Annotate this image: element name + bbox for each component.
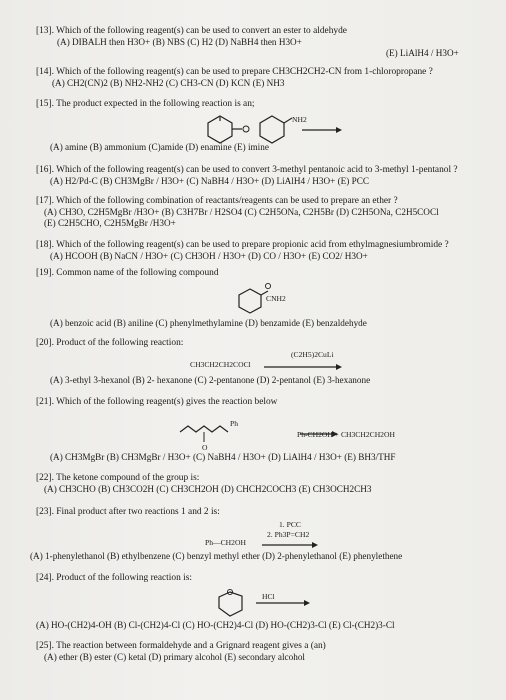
q15-answers: (A) amine (B) ammonium (C)amide (D) enamine (E) imine [50,142,269,152]
q18-stem: [18]. Which of the following reagent(s) can be used to prepare propionic acid from ethylmagnesiumbromide ? [36,240,449,250]
q18-options: (A) HCOOH (B) NaCN / H3O+ (C) CH3OH / H3O+ (D) CO / H3O+ (E) CO2/ H3O+ [50,251,368,261]
q19-stem: [19]. Common name of the following compound [36,268,219,278]
q19-answers: (A) benzoic acid (B) aniline (C) phenylmethylamine (D) benzamide (E) benzaldehyde [50,318,367,328]
q17-options: (A) CH3O, C2H5MgBr /H3O+ (B) C3H7Br / H2SO4 (C) C2H5ONa, C2H5Br (D) C2H5ONa, C2H5COCl [44,207,439,217]
q24-reagent: HCl [262,592,275,601]
q20-answers: (A) 3-ethyl 3-hexanol (B) 2- hexanone (C) 2-pentanone (D) 2-pentanol (E) 3-hexanone [50,375,371,385]
q23-step2: 2. Ph3P=CH2 [267,530,310,539]
q22-answers: (A) CH3CHO (B) CH3CO2H (C) CH3CH2OH (D) CHCH2COCH3 (E) CH3OCH2CH3 [44,484,372,494]
q20-stem: [20]. Product of the following reaction: [36,338,184,348]
q24-answers: (A) HO-(CH2)4-OH (B) Cl-(CH2)4-Cl (C) HO-(CH2)4-Cl (D) HO-(CH2)3-Cl (E) Cl-(CH2)3-Cl [36,620,395,630]
q23-reactant: Ph—CH2OH [205,538,246,547]
q21-ph-label: Ph [230,419,239,428]
q14-options: (A) CH2(CN)2 (B) NH2-NH2 (C) CH3-CN (D) KCN (E) NH3 [52,78,285,88]
q16-stem: [16]. Which of the following reagent(s) can be used to convert 3-methyl pentanoic acid to 3-methyl 1-pentanol ? [36,165,458,175]
q23-step1: 1. PCC [279,520,301,529]
q21-products: Ph-CH2OH + CH3CH2CH2OH [297,430,395,439]
q20-reagent: (C2H5)2CuLi [291,350,334,359]
q21-answers: (A) CH3MgBr (B) CH3MgBr / H3O+ (C) NaBH4 / H3O+ (D) LiAlH4 / H3O+ (E) BH3/THF [50,452,396,462]
q21-oxygen-label: O [202,443,208,452]
q25-stem: [25]. The reaction between formaldehyde and a Grignard reagent gives a (an) [36,641,326,651]
q23-arrow [262,542,322,550]
q23-answers: (A) 1-phenylethanol (B) ethylbenzene (C) benzyl methyl ether (D) 2-phenylethanol (E) phenylethene [30,551,403,561]
q15-stem: [15]. The product expected in the following reaction is an; [36,99,255,109]
q22-stem: [22]. The ketone compound of the group is: [36,473,200,483]
q14-stem: [14]. Which of the following reagent(s) can be used to prepare CH3CH2CH2-CN from 1-chloropropane ? [36,67,433,77]
q13-options: (A) DIBALH then H3O+ (B) NBS (C) H2 (D) NaBH4 then H3O+ [57,37,302,47]
q24-stem: [24]. Product of the following reaction is: [36,573,192,583]
q21-stem: [21]. Which of the following reagent(s) gives the reaction below [36,397,278,407]
q13-stem: [13]. Which of the following reagent(s) can be used to convert an ester to aldehyde [36,26,347,36]
q17-stem: [17]. Which of the following combination of reactants/reagents can be used to prepare an ether ? [36,196,398,206]
q17-option-e: (E) C2H5CHO, C2H5MgBr /H3O+ [44,218,176,228]
q20-arrow [264,364,344,372]
q13-option-e: (E) LiAlH4 / H3O+ [386,48,459,58]
q23-stem: [23]. Final product after two reactions 1 and 2 is: [36,507,220,517]
q25-answers: (A) ether (B) ester (C) ketal (D) primary alcohol (E) secondary alcohol [44,652,305,662]
q15-nh2-label: NH2 [292,115,307,124]
q16-options: (A) H2/Pd-C (B) CH3MgBr / H3O+ (C) NaBH4 / H3O+ (D) LiAlH4 / H3O+ (E) PCC [50,176,369,186]
q20-reactant: CH3CH2CH2COCl [190,360,251,369]
q19-cnh2-label: CNH2 [266,294,286,303]
